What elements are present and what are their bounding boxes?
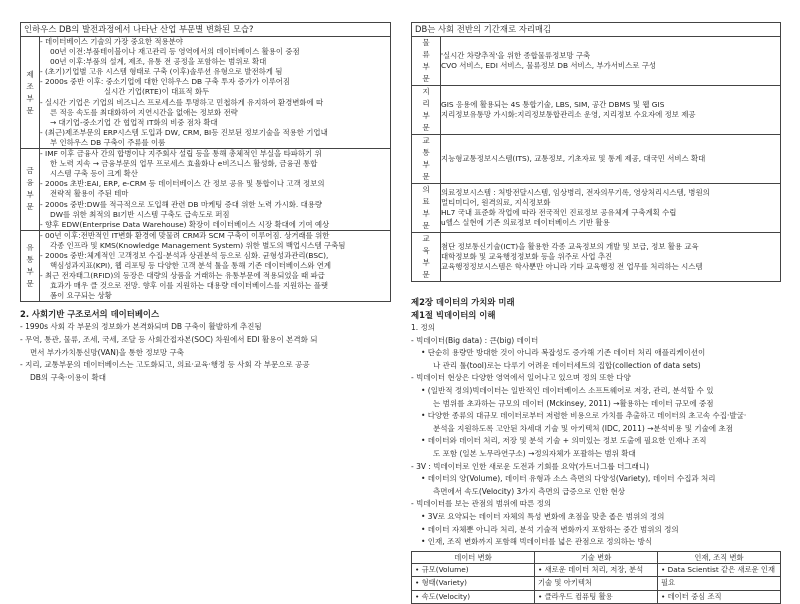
content-line: 지리정보유통망 가시화:지리정보통합관리소 운영, 지리정보 수요자에 정보 제공 (441, 110, 696, 119)
section2-body (20, 321, 391, 384)
body-line: • 데이터와 데이터 처리, 저장 및 분석 기술 + 의미있는 정보 도출에 필요한 인재나 조직 (421, 436, 707, 446)
table-row (412, 563, 781, 577)
point-heading: 1. 정의 (411, 323, 436, 332)
section-label-text: 지 리 부 문 (422, 87, 430, 132)
table-cell: • 데이터 중심 조직 (658, 590, 781, 604)
content-line: - 2000s 중반 이후: 중소기업에 대한 인하우스 DB 구축 투자 증가가 이루어짐 (40, 77, 291, 87)
section-content (40, 37, 391, 149)
left-column (20, 22, 391, 384)
body-line: 나 관리 툴(tool)로는 다루기 어려운 데이터세트의 집합(collection of data sets) (433, 360, 701, 370)
content-line: HL7 국내 표준화 작업에 따라 전국적인 진료정보 공유체계 구축계획 수립 (441, 208, 677, 217)
section-label-text: 의 료 부 문 (422, 185, 430, 230)
content-line: - 데이터베이스 기술의 가장 중요한 적용분야 (40, 37, 183, 46)
table-row (412, 577, 781, 591)
table-row (21, 149, 391, 231)
content-line: 실시간 기업(RTE)이 대표적 화두 (104, 87, 210, 97)
right-table-title: DB는 사회 전반의 기간재로 자리매김 (411, 22, 781, 36)
section-label (412, 37, 441, 86)
body-line: - 1990s 사회 각 부문의 정보화가 본격화되며 DB 구축이 활발하게 추진됨 (20, 322, 262, 332)
body-line: - 지리, 교통부문의 데이터베이스는 고도화되고, 의료·교육·행정 등 사회 각 부문으로 공공 (20, 360, 310, 370)
body-line: DB의 구축·이용이 확대 (30, 372, 107, 382)
social-db-table (411, 36, 781, 282)
section-label (21, 149, 40, 231)
content-line: 핵심성과지표(KPI), 웹 리포팅 등 다양한 고객 분석 툴을 통해 기존 데이터베이스와 연계 (50, 261, 332, 271)
table-row (412, 86, 781, 135)
table-cell: • 클라우드 컴퓨팅 활용 (535, 590, 658, 604)
content-line: 00년 이후:부품의 설계, 제조, 유통 전 공정을 포함하는 범위로 확대 (50, 57, 267, 67)
content-line: - 2000s 중반:체계적인 고객정보 수집·분석과 상권분석 등으로 심화. 균형성과관리(BSC), (40, 250, 329, 260)
content-line: - 2000s 중반:DW를 적극적으로 도입해 관련 DB 마케팅 증대 위한 노력 가시화. 대용량 (40, 199, 323, 209)
content-line: → 대기업-중소기업 간 협업적 IT화의 비중 점차 확대 (50, 117, 218, 127)
content-line: u헬스 실현에 기존 의료정보 데이터베이스 기반 활용 (441, 218, 610, 228)
content-line: 멀티미디어, 원격의료, 지식정보화 (441, 197, 551, 207)
table-cell: • 속도(Velocity) (412, 590, 535, 604)
column-header: 인재, 조직 변화 (658, 551, 781, 563)
content-line: 00년 이전:부품테이블이나 재고관리 등 영역에서의 데이터베이스 활용이 중점 (50, 47, 300, 57)
body-line: 분석을 지원하도록 고안된 차세대 기술 및 아키텍처 (IDC, 2011) →분석비용 및 기술에 초점 (433, 423, 734, 433)
content-line: 부 인하우스 DB 구축이 주류를 이룸 (50, 137, 166, 147)
content-line: 각종 인프라 및 KMS(Knowledge Management System) 위한 별도의 백업시스템 구축됨 (50, 240, 346, 250)
industry-table (20, 36, 391, 302)
content-line: - 00년 이후:전반적인 IT변화 환경에 맞물려 CRM과 SCM 구축이 이루어짐. 상거래를 위한 (40, 230, 330, 240)
body-line: • 단순히 용량만 방대한 것이 아니라 복잡성도 증가해 기존 데이터 처리 애플리케이션이 (421, 348, 706, 358)
chapter-subheading: 제1절 빅데이터의 이해 (411, 310, 496, 320)
content-line: DW를 위한 최적의 BI기반 시스템 구축도 급속도로 퍼짐 (50, 209, 230, 219)
table-row (412, 37, 781, 86)
content-line: 대학정보화 및 교육행정정보화 등을 위주로 사업 추진 (441, 251, 613, 261)
content-line: - IMF 이후 금융사 간의 합병이나 지주회사 설립 등을 통해 총체적인 부실을 타파하기 위 (40, 149, 322, 159)
content-line: '실시간 차량추적'을 위한 종합물류정보망 구축 (441, 50, 591, 60)
section-label (21, 230, 40, 302)
body-line: - 3V : 빅데이터로 인한 새로운 도전과 기회를 요약(가트너그룹 더그래니) (411, 461, 650, 471)
section-label-text: 물 류 부 문 (422, 38, 430, 83)
section-label (412, 184, 441, 233)
section-label (412, 233, 441, 282)
table-cell: • 새로운 데이터 처리, 저장, 분석 (535, 563, 658, 577)
left-table-title: 인하우스 DB의 발전과정에서 나타난 산업 부문별 변화된 모습? (20, 22, 391, 36)
section-content (441, 37, 781, 86)
body-line: - 빅데이터 현상은 다양한 영역에서 일어나고 있으며 정의 또한 다양 (411, 373, 631, 383)
section2-heading: 2. 사회기반 구조로서의 데이터베이스 (20, 309, 160, 320)
table-cell: 필요 (658, 577, 781, 591)
chapter-heading: 제2장 데이터의 가치와 미래 (411, 297, 515, 307)
content-line: 교육행정정보시스템은 학사뿐만 아니라 기타 교육행정 전 업무를 처리하는 시스템 (441, 262, 703, 272)
body-line: 도 포함 (일본 노무라연구소) →정의자체가 포괄하는 범위 확대 (433, 448, 636, 458)
content-line: 한 노력 지속 → 금융부문의 업무 프로세스 효율화나 e비즈니스 활성화, 금융권 통합 (50, 159, 318, 169)
section-label-text: 교 통 부 문 (422, 136, 430, 181)
section-label (412, 86, 441, 135)
section-content (441, 135, 781, 184)
body-line: • 3V로 요약되는 데이터 자체의 특성 변화에 초점을 맞춘 좁은 범위의 정의 (421, 511, 665, 521)
table-row (21, 37, 391, 149)
section-content (40, 149, 391, 231)
right-column (411, 22, 781, 604)
content-line: 시스템 구축 등이 크게 확산 (50, 169, 138, 179)
content-line: 지능형교통정보시스템(ITS), 교통정보, 기초자료 및 통계 제공, 대국민 서비스 확대 (441, 153, 706, 163)
content-line: - 실시간 기업은 기업의 비즈니스 프로세스를 투명하고 민첩하게 유지하여 환경변화에 따 (40, 97, 324, 107)
section-content (40, 230, 391, 302)
body-line: • 데이터 자체뿐 아니라 처리, 분석 기술적 변화까지 포함하는 중간 범위의 정의 (421, 524, 679, 534)
table-cell: 기술 및 아키텍처 (535, 577, 658, 591)
column-header: 기술 변화 (535, 551, 658, 563)
content-line: - 향후 EDW(Enterprise Data Warehouse) 확장이 데이터베이스 시장 확대에 기여 예상 (40, 219, 330, 229)
body-line: • 인재, 조직 변화까지 포함해 빅데이터를 넓은 관점으로 정의하는 방식 (421, 537, 653, 547)
body-line: • (일반적 정의)빅데이터는 일반적인 데이터베이스 소프트웨어로 저장, 관리, 분석할 수 있 (421, 385, 714, 395)
table-row (412, 233, 781, 282)
section-label-text: 제 조 부 문 (26, 69, 34, 115)
content-line: 폼이 요구되는 상황 (50, 291, 112, 301)
section-label (21, 37, 40, 149)
section-label-text: 금 융 부 문 (26, 166, 34, 212)
table-cell: • 형태(Variety) (412, 577, 535, 591)
content-line: 효과가 매우 클 것으로 전망. 향후 이를 지원하는 대용량 데이터베이스를 지원하는 플랫 (50, 281, 329, 291)
chapter-body (411, 335, 781, 549)
content-line: - 최근 전자태그(RFID)의 등장은 대량의 상품을 거래하는 유통부문에 적용되었을 때 파급 (40, 271, 325, 281)
body-line: • 다양한 종류의 대규모 데이터로부터 저렴한 비용으로 가치를 추출하고 데이터의 초고속 수집·발굴· (421, 411, 747, 421)
section-content (441, 233, 781, 282)
content-line: GIS 응용에 활용되는 4S 통합기술, LBS, SIM, 공간 DBMS 및 웹 GIS (441, 99, 665, 109)
content-line: 의료정보시스템 : 처방전달시스템, 임상병리, 전자의무기록, 영상처리시스템, 병원의 (441, 187, 710, 197)
section-label-text: 교 육 부 문 (422, 234, 430, 279)
body-line: • 데이터의 양(Volume), 데이터 유형과 소스 측면의 다양성(Variety), 데이터 수집과 처리 (421, 474, 716, 484)
content-line: - 2000s 초반:EAI, ERP, e-CRM 등 데이터베이스 간 정보 공유 및 통합이나 고객 정보의 (40, 179, 325, 189)
body-line: 면서 부가가치통신망(VAN)을 통한 정보망 구축 (30, 347, 184, 357)
body-line: 는 범위를 초과하는 규모의 데이터 (Mckinsey, 2011) →활용하는 데이터 규모에 중점 (433, 398, 714, 408)
body-line: 측면에서 속도(Velocity) 3가지 측면의 급증으로 인한 현상 (433, 486, 626, 496)
body-line: - 빅데이터를 보는 관점의 범위에 따른 정의 (411, 499, 552, 509)
change-table (411, 551, 781, 604)
content-line: CVO 서비스, EDI 서비스, 물류정보 DB 서비스, 부가서비스로 구성 (441, 61, 656, 70)
table-cell: • 규모(Volume) (412, 563, 535, 577)
content-line: 른 적응 속도를 최대화하여 지연시간을 없애는 정보화 전략 (50, 107, 238, 117)
section-content (441, 86, 781, 135)
content-line: - (최근)제조부문의 ERP시스템 도입과 DW, CRM, BI등 진보된 정보기술을 적용한 기업내 (40, 127, 328, 137)
table-row (412, 135, 781, 184)
section-content (441, 184, 781, 233)
content-line: 전략적 활용이 주된 테마 (50, 189, 129, 199)
table-row (412, 590, 781, 604)
body-line: - 무역, 통관, 물류, 조세, 국세, 조달 등 사회간접자본(SOC) 차원에서 EDI 활용이 본격화 되 (20, 335, 318, 345)
section-label-text: 유 통 부 문 (26, 243, 34, 289)
content-line: - (초기)기업별 고유 시스템 형태로 구축 (이후)솔루션 유형으로 발전하게 됨 (40, 67, 283, 77)
table-row (412, 184, 781, 233)
table-cell: • Data Scientist 같은 새로운 인재 (658, 563, 781, 577)
column-header: 데이터 변화 (412, 551, 535, 563)
table-row (21, 230, 391, 302)
section-label (412, 135, 441, 184)
body-line: - 빅데이터(Big data) : 큰(big) 데이터 (411, 335, 539, 345)
content-line: 첨단 정보통신기술(ICT)을 활용한 각종 교육정보의 개발 및 보급, 정보 활용 교육 (441, 241, 699, 251)
